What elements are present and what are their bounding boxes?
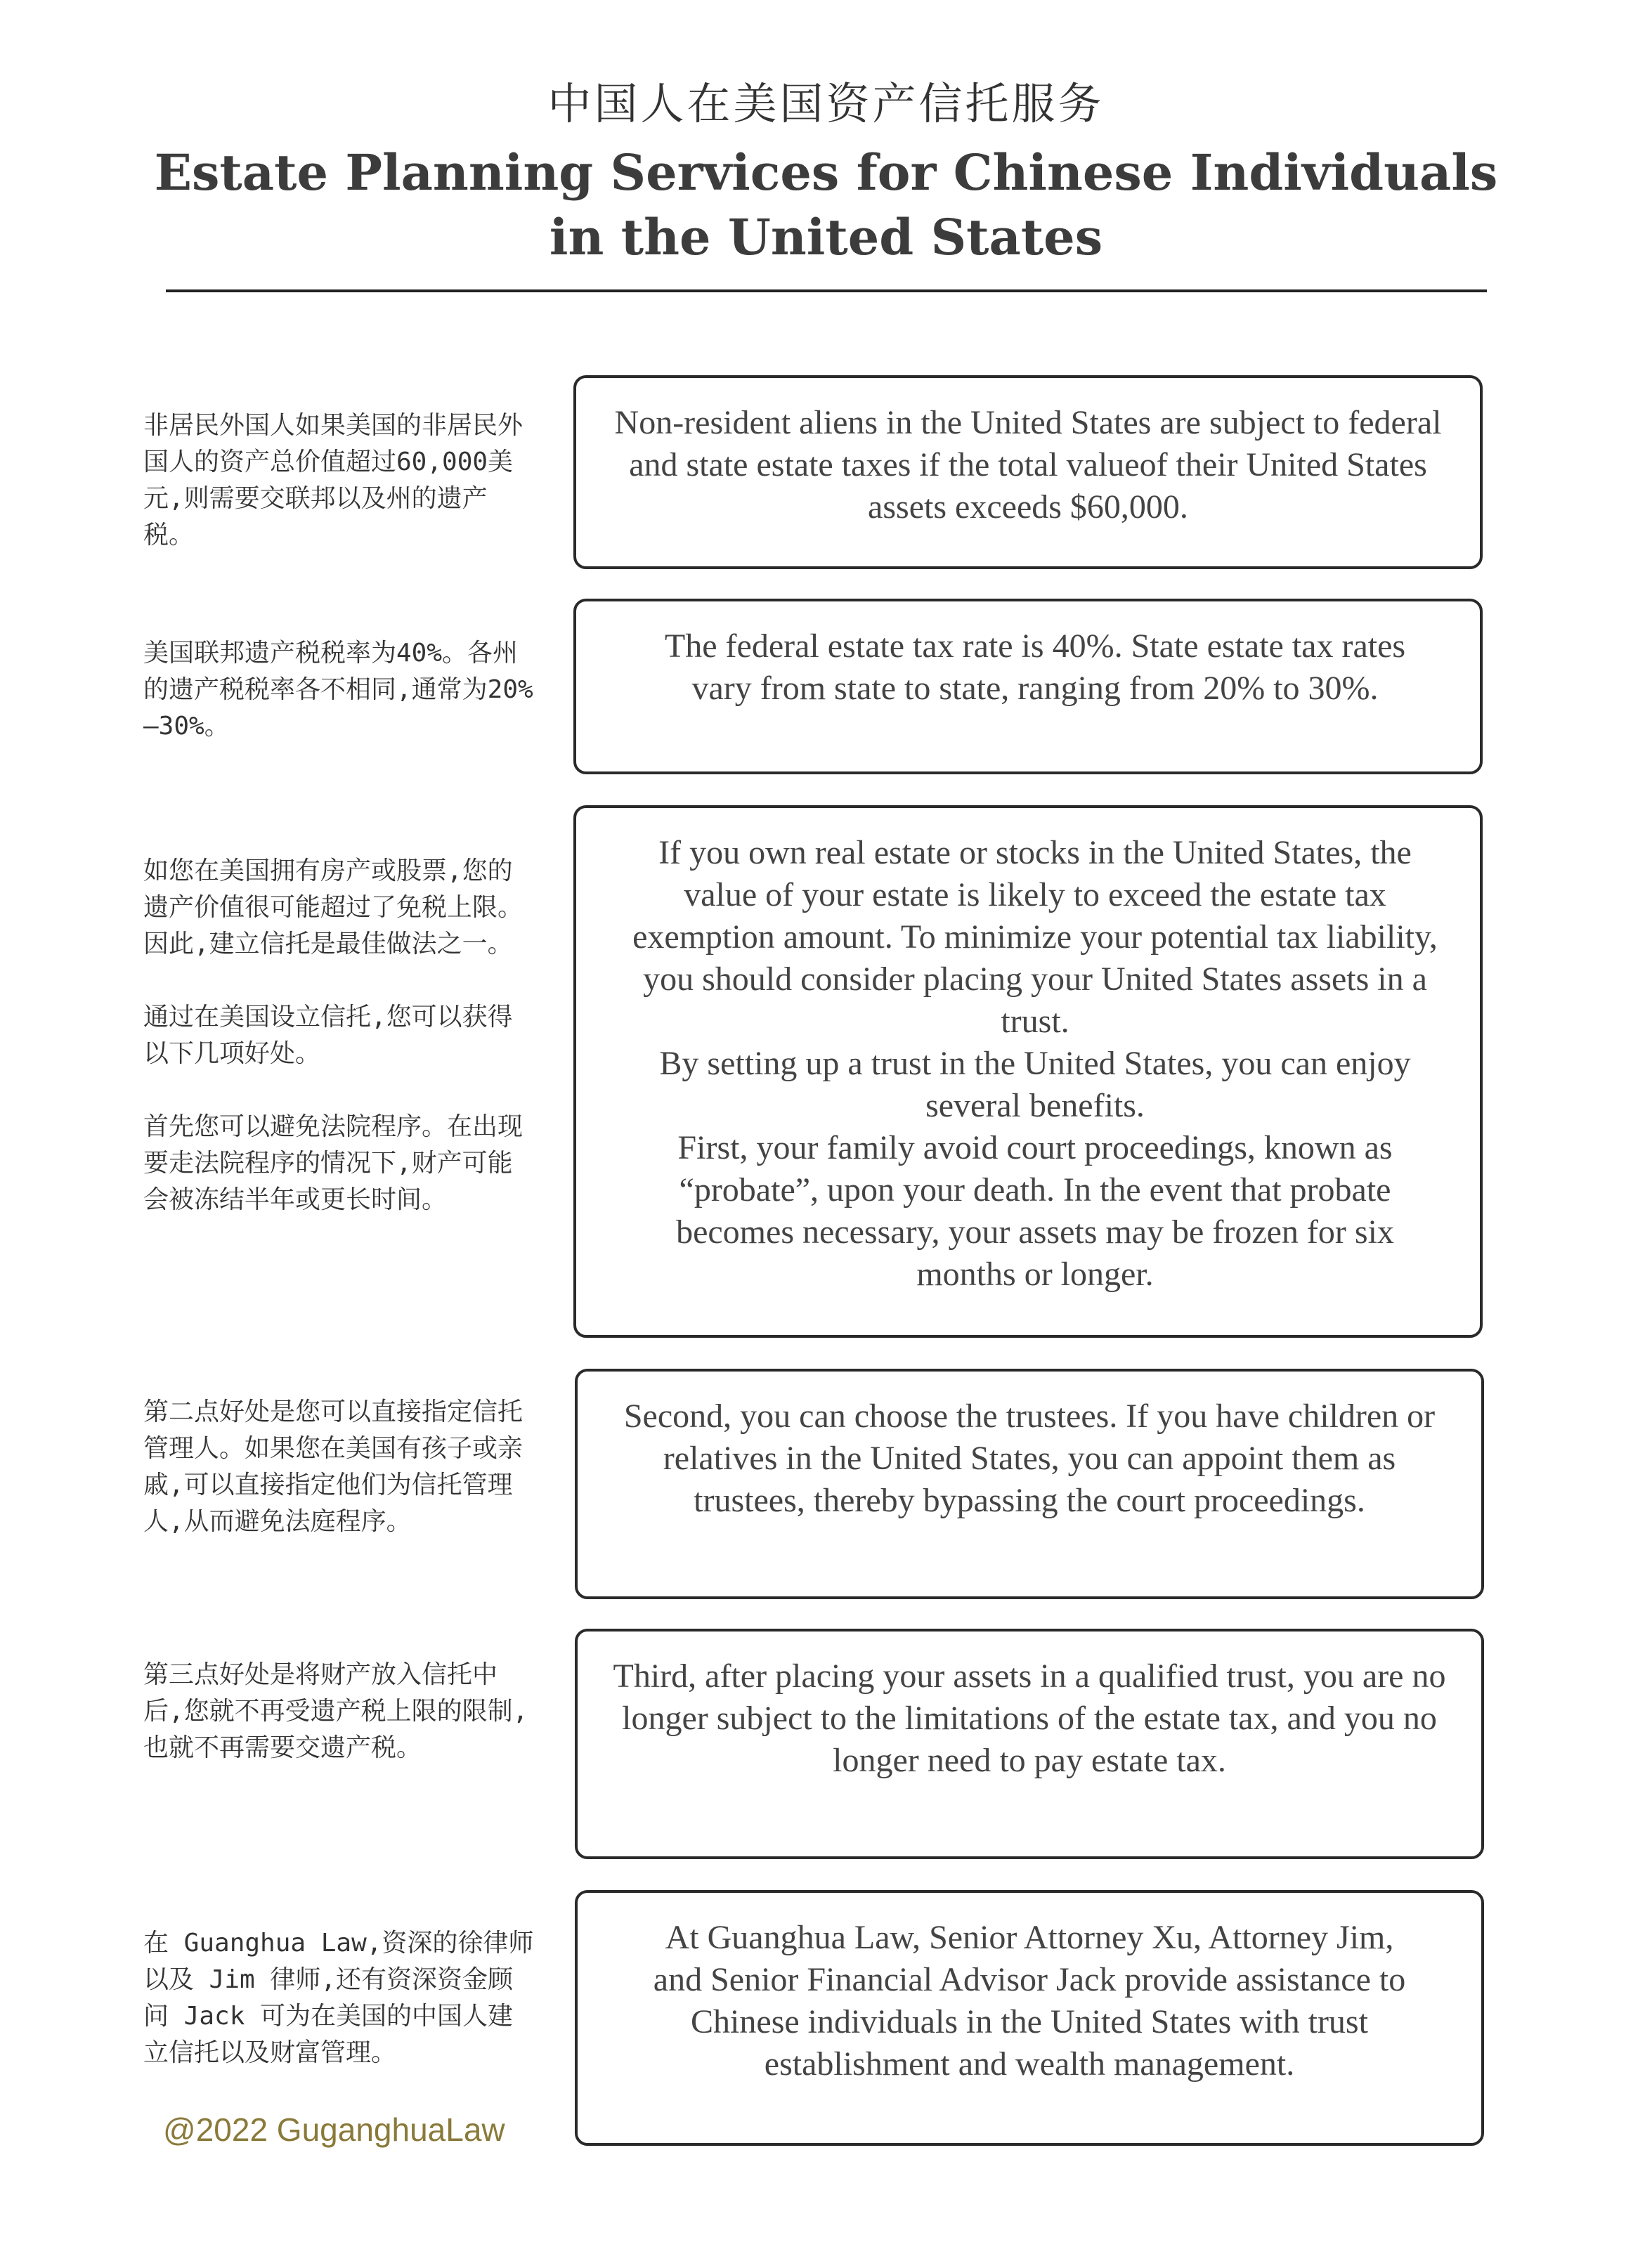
section-3-chinese-text-2: 通过在美国设立信托,您可以获得以下几项好处。 (143, 1003, 513, 1068)
footer-copyright: @2022 GuganghuaLaw (163, 2111, 505, 2148)
section-4-english-box (575, 1369, 1484, 1599)
section-3-chinese-text-3: 首先您可以避免法院程序。在出现要走法院程序的情况下,财产可能会被冻结半年或更长时间。 (143, 1112, 523, 1214)
section-6-chinese-text: 在 Guanghua Law,资深的徐律师以及 Jim 律师,还有资深资金顾问 Jack 可为在美国的中国人建立信托以及财富管理。 (143, 1929, 534, 2067)
section-5-chinese (143, 1657, 537, 1766)
section-5-english-text: Third, after placing your assets in a qualified trust, you are no longer subject to the limitations of the estate tax, and you no longer need to pay estate tax. (613, 1657, 1446, 1779)
section-4-chinese-text: 第二点好处是您可以直接指定信托管理人。如果您在美国有孩子或亲戚,可以直接指定他们为信托管理人,从而避免法庭程序。 (143, 1398, 523, 1536)
section-3-english-text-3: First, your family avoid court proceedings, known as “probate”, upon your death. In the event that probate becomes necessary, your assets may be frozen for six months or longer. (676, 1129, 1394, 1293)
section-6-chinese (143, 1925, 537, 2071)
section-4-english-text: Second, you can choose the trustees. If you have children or relatives in the United States, you can appoint them as trustees, thereby bypassing the court proceedings. (623, 1398, 1436, 1519)
section-2-chinese-text: 美国联邦遗产税税率为40%。各州的遗产税税率各不相同,通常为20%—30%。 (143, 639, 533, 741)
section-2-chinese (143, 635, 537, 745)
section-6-english-text: At Guanghua Law, Senior Attorney Xu, Attorney Jim, and Senior Financial Advisor Jack provide assistance to Chinese individuals in the United States with trust establishment and wealth management. (653, 1919, 1406, 2083)
section-1-chinese-text: 非居民外国人如果美国的非居民外国人的资产总价值超过60,000美元,则需要交联邦以及州的遗产税。 (143, 411, 523, 549)
section-5-chinese-text: 第三点好处是将财产放入信托中后,您就不再受遗产税上限的限制,也就不再需要交遗产税。 (143, 1660, 528, 1762)
section-3-chinese (143, 853, 537, 1218)
section-2-english-text: The federal estate tax rate is 40%. State estate tax rates vary from state to state, ranging from 20% to 30%. (664, 627, 1406, 707)
section-3-english-text-2: By setting up a trust in the United States, you can enjoy several benefits. (659, 1045, 1411, 1124)
section-3-english-text-1: If you own real estate or stocks in the United States, the value of your estate is likely to exceed the estate tax exemption amount. To minimize your potential tax liability, you should consider placing your United States assets in a trust. (632, 834, 1438, 1040)
section-6-english-box (575, 1890, 1484, 2146)
page-title-english (0, 141, 1652, 270)
section-1-chinese (143, 408, 537, 554)
section-2-english-box (573, 599, 1483, 774)
section-1-english-box (573, 375, 1483, 569)
section-3-chinese-text-1: 如您在美国拥有房产或股票,您的遗产价值很可能超过了免税上限。因此,建立信托是最佳做法之一。 (143, 857, 523, 958)
section-4-chinese (143, 1394, 537, 1540)
section-3-english-box (573, 805, 1483, 1338)
page-title-chinese: 中国人在美国资产信托服务 (547, 78, 1105, 129)
page-title-english-line2: in the United States (549, 208, 1103, 266)
title-divider (166, 289, 1487, 292)
page-title-english-line1: Estate Planning Services for Chinese Individuals (154, 143, 1498, 202)
section-5-english-box (575, 1629, 1484, 1859)
section-1-english-text: Non-resident aliens in the United States are subject to federal and state estate taxes if the total valueof their United States assets exceeds $60,000. (614, 404, 1442, 526)
